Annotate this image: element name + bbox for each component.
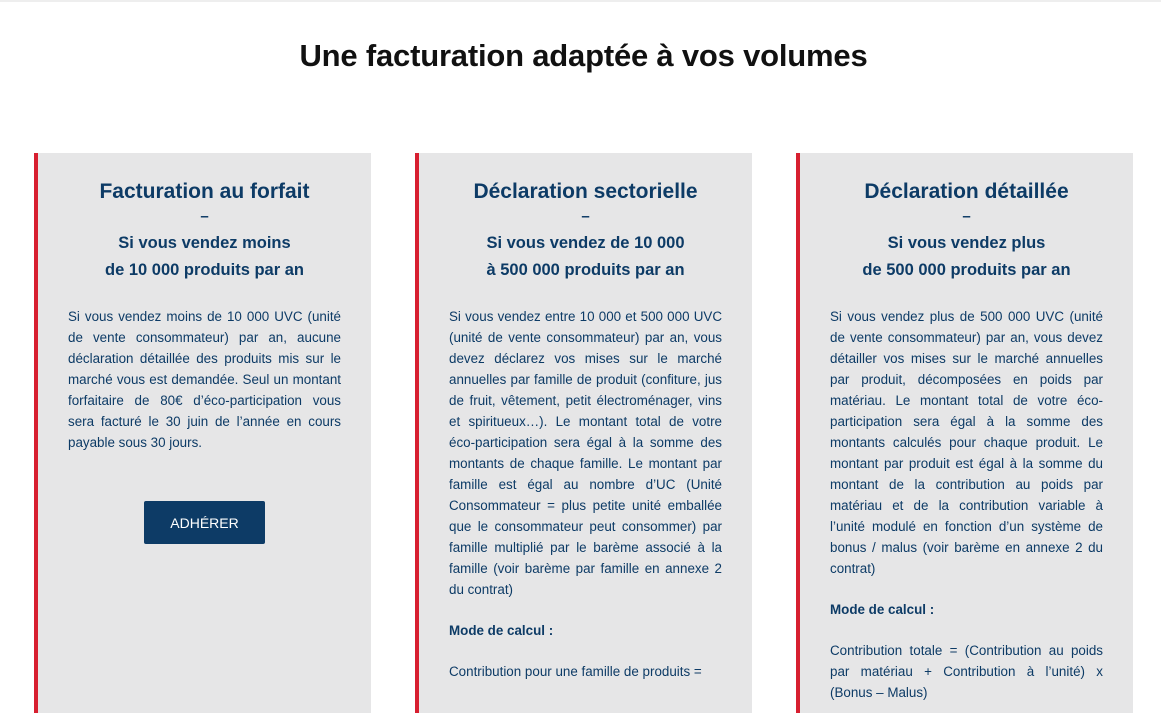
card-description <box>830 306 1103 703</box>
card-subtitle-line1: Si vous vendez plus <box>887 234 1046 252</box>
card-description-text: Si vous vendez moins de 10 000 UVC (unité de vente consommateur) par an, aucune déclaration détaillée des produits mis sur le marché vous est demandée. Seul un montant forfaitaire de 80€ d’éco-participation vous sera facturé le 30 juin de l’année en cours payable sous 30 jours. <box>68 309 341 450</box>
calculation-mode-text: Contribution pour une famille de produits = <box>449 664 702 679</box>
card-description-text: Si vous vendez entre 10 000 et 500 000 UVC (unité de vente consommateur) par an, vous devez déclarez vos mises sur le marché annuelles par famille de produit (confiture, jus de fruit, vêtement, petit électroménager, vins et spiritueux…). Le montant total de votre éco-participation sera égal à la somme des montants de chaque famille. Le montant par famille est égal au nombre d’UC (Unité Consommateur = plus petite unité emballée que le consommateur peut consommer) par famille multiplié par le barème associé à la famille (voir barème par famille en annexe 2 du contrat) <box>449 309 722 597</box>
calculation-mode-title: Mode de calcul : <box>449 623 554 638</box>
card-title: Déclaration détaillée <box>864 180 1069 203</box>
card-subtitle-line1: Si vous vendez moins <box>118 234 291 252</box>
top-divider <box>0 0 1161 2</box>
card-title: Déclaration sectorielle <box>473 180 698 203</box>
card-description <box>68 306 341 453</box>
card-description <box>449 306 722 682</box>
pricing-card-sectorielle <box>415 153 752 713</box>
card-separator: – <box>962 208 971 225</box>
pricing-card-forfait <box>34 153 371 713</box>
card-separator: – <box>200 208 209 225</box>
calculation-mode-text: Contribution totale = (Contribution au poids par matériau + Contribution à l’unité) x (Bonus – Malus) <box>830 643 1103 700</box>
page-title: Une facturation adaptée à vos volumes <box>299 38 868 73</box>
card-separator: – <box>581 208 590 225</box>
join-button[interactable]: ADHÉRER <box>144 501 265 544</box>
card-subtitle-line2: de 500 000 produits par an <box>862 261 1071 279</box>
card-title: Facturation au forfait <box>99 180 310 203</box>
card-subtitle-line2: de 10 000 produits par an <box>105 261 304 279</box>
card-subtitle-line2: à 500 000 produits par an <box>486 261 685 279</box>
pricing-card-detaillee <box>796 153 1133 713</box>
card-description-text: Si vous vendez plus de 500 000 UVC (unité de vente consommateur) par an, vous devez détailler vos mises sur le marché annuelles par produit, décomposées en poids par matériau. Le montant total de votre éco-participation sera égal à la somme des montants calculés pour chaque produit. Le montant par produit est égal à la somme du montant de la contribution au poids par matériau et de la contribution variable à l’unité modulé en fonction d’un système de bonus / malus (voir barème en annexe 2 du contrat) <box>830 309 1103 576</box>
card-subtitle-line1: Si vous vendez de 10 000 <box>486 234 685 252</box>
calculation-mode-title: Mode de calcul : <box>830 602 935 617</box>
